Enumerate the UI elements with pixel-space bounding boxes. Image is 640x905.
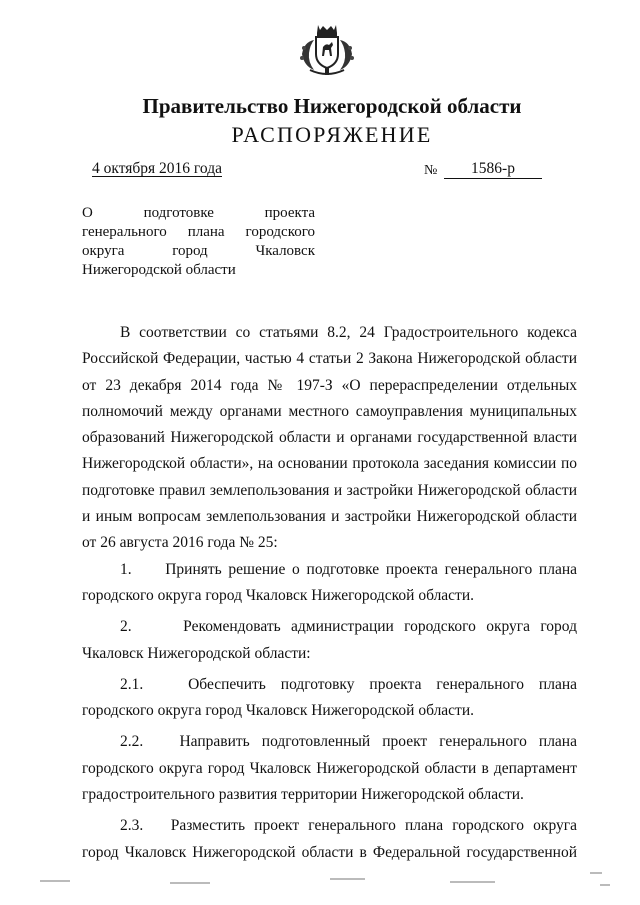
- body-line: подготовке правил землепользования и застройки Нижегородской области: [82, 481, 577, 499]
- item-line: 2.1. Обеспечить подготовку проекта генерального плана: [120, 675, 577, 693]
- item-line: городского округа город Чкаловск Нижегородской области.: [82, 702, 475, 720]
- subject-line: генерального плана городского: [82, 224, 315, 240]
- body-line: Российской Федерации, частью 4 статьи 2 Закона Нижегородской области: [82, 350, 577, 368]
- document-type-heading: РАСПОРЯЖЕНИЕ: [231, 122, 433, 147]
- subject-line: округа город Чкаловск: [82, 243, 315, 259]
- document-number: 1586-р: [444, 160, 542, 179]
- body-line: В соответствии со статьями 8.2, 24 Градостроительного кодекса: [120, 324, 577, 341]
- body-line: от 26 августа 2016 года № 25:: [82, 534, 278, 552]
- body-line: и иным вопросам землепользования и застройки Нижегородской области: [82, 508, 577, 526]
- item-line: 1. Принять решение о подготовке проекта генерального плана: [120, 560, 577, 578]
- document-subject: [82, 204, 315, 280]
- body-line: Нижегородской области», на основании протокола заседания комиссии по: [82, 455, 577, 473]
- item-line: 2.2. Направить подготовленный проект генерального плана: [120, 733, 577, 751]
- item-line: градостроительного развития территории Нижегородской области.: [82, 786, 524, 804]
- document-number-label: №: [424, 163, 438, 178]
- item-1: [82, 557, 577, 610]
- subject-line: О подготовке проекта: [82, 205, 315, 221]
- coat-of-arms-icon: [296, 20, 358, 78]
- item-line: городского округа город Чкаловск Нижегородской области.: [82, 586, 475, 604]
- body-line: от 23 декабря 2014 года № 197-З «О перераспределении отдельных: [82, 376, 577, 394]
- item-2-1: [82, 672, 577, 725]
- body-line: образований Нижегородской области и органами государственной власти: [82, 429, 577, 447]
- organization-title: Правительство Нижегородской области: [142, 94, 522, 118]
- document-body: [82, 320, 577, 866]
- preamble-paragraph: [82, 320, 577, 557]
- item-2-3: [82, 813, 577, 866]
- document-date: 4 октября 2016 года: [92, 160, 222, 177]
- item-line: городского округа город Чкаловск Нижегородской области в департамент: [82, 759, 577, 777]
- scan-noise: [0, 860, 640, 905]
- body-line: полномочий между органами местного самоуправления муниципальных: [82, 402, 577, 420]
- item-2-2: [82, 729, 577, 808]
- item-line: 2.3. Разместить проект генерального плана городского округа: [120, 817, 577, 835]
- item-line: 2. Рекомендовать администрации городского округа город: [120, 618, 577, 636]
- item-line: Чкаловск Нижегородской области:: [82, 644, 311, 662]
- item-line: город Чкаловск Нижегородской области в Федеральной государственной: [82, 843, 577, 861]
- subject-line: Нижегородской области: [82, 262, 236, 278]
- item-2: [82, 614, 577, 667]
